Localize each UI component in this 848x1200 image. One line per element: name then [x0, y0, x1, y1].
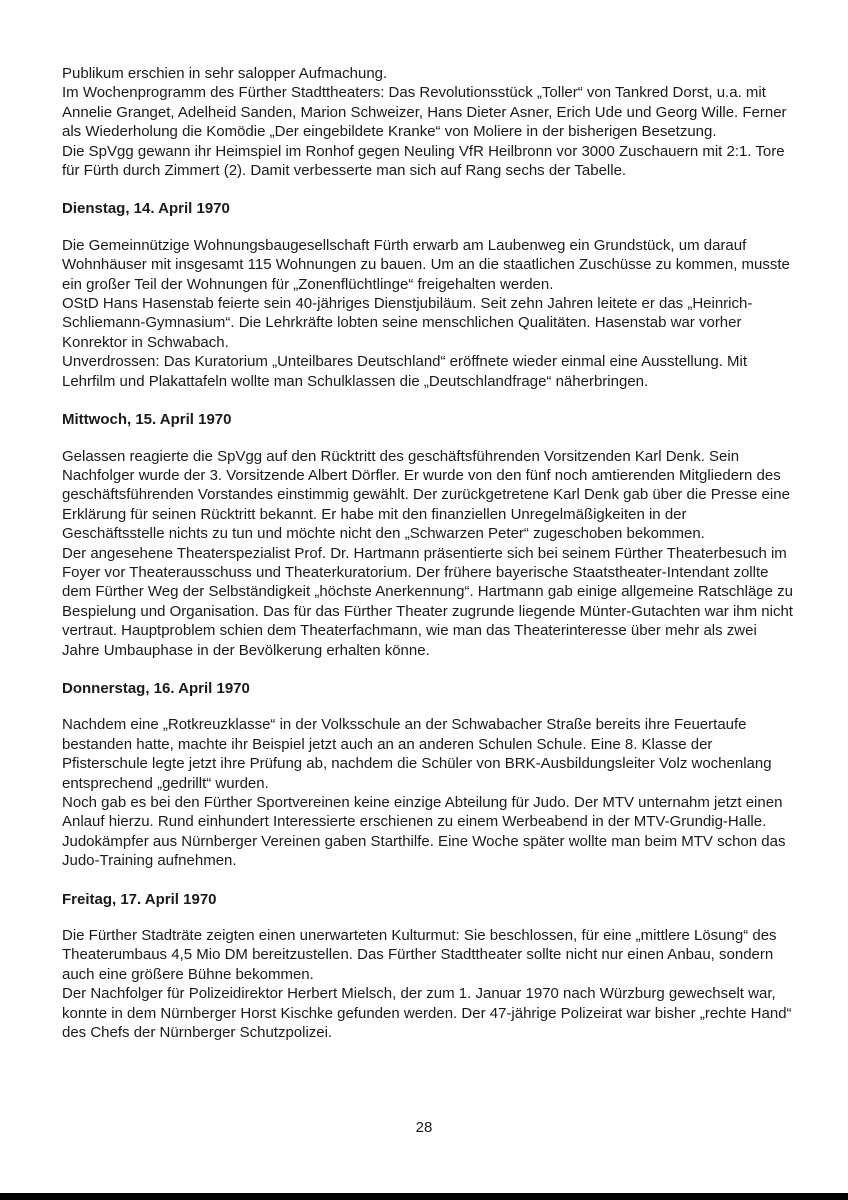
entry-wednesday-15-april-1970 — [62, 410, 793, 660]
entry-date-heading: Mittwoch, 15. April 1970 — [62, 411, 232, 429]
entry-date-heading: Freitag, 17. April 1970 — [62, 890, 217, 908]
paragraph: Die SpVgg gewann ihr Heimspiel im Ronhof gegen Neuling VfR Heilbronn vor 3000 Zuschauern mit 2:1. Tore für Fürth durch Zimmert (2). Damit verbesserte man sich auf Rang sechs der Tabelle. — [62, 142, 785, 180]
paragraph: OStD Hans Hasenstab feierte sein 40-jähriges Dienstjubiläum. Seit zehn Jahren leitete er das „Heinrich-Schliemann-Gymnasium“. Die Lehrkräfte lobten seine menschlichen Qualitäten. Hasenstab war vorher Konrektor in Schwabach. — [62, 295, 753, 351]
entry-friday-17-april-1970 — [62, 890, 793, 1043]
entry-tuesday-14-april-1970 — [62, 199, 793, 391]
scan-edge-bottom — [0, 1193, 848, 1200]
paragraph: Der Nachfolger für Polizeidirektor Herbert Mielsch, der zum 1. Januar 1970 nach Würzburg gewechselt war, konnte in dem Nürnberger Horst Kischke gefunden werden. Der 47-jährige Polizeirat war bisher „rechte Hand“ des Chefs der Nürnberger Schutzpolizei. — [62, 985, 792, 1042]
paragraph: Im Wochenprogramm des Fürther Stadttheaters: Das Revolutionsstück „Toller“ von Tankred Dorst, u.a. mit Annelie Granget, Adelheid Sanden, Marion Schweizer, Hans Dieter Asner, Erich Ude und Georg Wille. Ferner als Wiederholung die Komödie „Der eingebildete Kranke“ von Moliere in der bisherigen Besetzung. — [62, 84, 787, 141]
paragraph: Unverdrossen: Das Kuratorium „Unteilbares Deutschland“ eröffnete wieder einmal eine Ausstellung. Mit Lehrfilm und Plakattafeln wollte man Schulklassen die „Deutschlandfrage“ näherbringen. — [62, 353, 748, 390]
paragraph: Noch gab es bei den Fürther Sportvereinen keine einzige Abteilung für Judo. Der MTV unternahm jetzt einen Anlauf hierzu. Rund einhundert Interessierte erschienen zu einem Werbeabend in der MTV-Grundig-Halle. Judokämpfer aus Nürnberger Vereinen gaben Starthilfe. Eine Woche später wollte man beim MTV schon das Judo-Training aufnehmen. — [62, 794, 786, 870]
paragraph: Die Fürther Stadträte zeigten einen unerwarteten Kulturmut: Sie beschlossen, für eine „mittlere Lösung“ des Theaterumbaus 4,5 Mio DM bereitzustellen. Das Fürther Stadttheater sollte nicht nur einen Anbau, sondern auch eine größere Bühne bekommen. — [62, 927, 777, 983]
paragraph: Der angesehene Theaterspezialist Prof. Dr. Hartmann präsentierte sich bei seinem Fürther Theaterbesuch im Foyer vor Theaterausschuss und Theaterkuratorium. Der frühere bayerische Staatstheater-Intendant zollte dem Fürther Weg der Selbständigkeit „höchste Anerkennung“. Hartmann gab einige allgemeine Ratschläge zu Bespielung und Organisation. Das für das Fürther Theater zugrunde liegende Münter-Gutachten war ihm nicht vertraut. Hauptproblem schien dem Theaterfachmann, wie man das Theaterinteresse über mehr als zwei Jahre Umbauphase in der Bevölkerung erhalten könne. — [62, 544, 793, 659]
paragraph: Die Gemeinnützige Wohnungsbaugesellschaft Fürth erwarb am Laubenweg ein Grundstück, um darauf Wohnhäuser mit insgesamt 115 Wohnungen zu bauen. Um an die staatlichen Zuschüsse zu kommen, musste ein großer Teil der Wohnungen für „Zonenflüchtlinge“ freigehalten werden. — [62, 236, 790, 293]
paragraph: Nachdem eine „Rotkreuzklasse“ in der Volksschule an der Schwabacher Straße bereits ihre Feuertaufe bestanden hatte, machte ihr Beispiel jetzt auch an an anderen Schulen Schule. Eine 8. Klasse der Pfisterschule legte jetzt ihre Prüfung ab, nachdem die Schüler von BRK-Ausbildungsleiter Volz wochenlang entsprechend „gedrillt“ wurden. — [62, 716, 772, 792]
entry-continuation — [62, 64, 793, 180]
page-number: 28 — [415, 1119, 433, 1136]
paragraph: Gelassen reagierte die SpVgg auf den Rücktritt des geschäftsführenden Vorsitzenden Karl Denk. Sein Nachfolger wurde der 3. Vorsitzende Albert Dörfler. Er wurde von den fünf noch amtierenden Mitgliedern des geschäftsführenden Vorstandes einstimmig gewählt. Der zurückgetretene Karl Denk gab über die Presse eine Erklärung für seinen Rücktritt bekannt. Er habe mit den finanziellen Unregelmäßigkeiten in der Geschäftsstelle nichts zu tun und möchte nicht den „Schwarzen Peter“ zugeschoben bekommen. — [62, 447, 790, 543]
entry-date-heading: Donnerstag, 16. April 1970 — [62, 679, 250, 697]
entry-thursday-16-april-1970 — [62, 679, 793, 871]
paragraph: Publikum erschien in sehr salopper Aufmachung. — [62, 65, 388, 82]
page-footer — [0, 1118, 848, 1137]
page-content — [62, 64, 793, 1042]
entry-date-heading: Dienstag, 14. April 1970 — [62, 200, 230, 218]
